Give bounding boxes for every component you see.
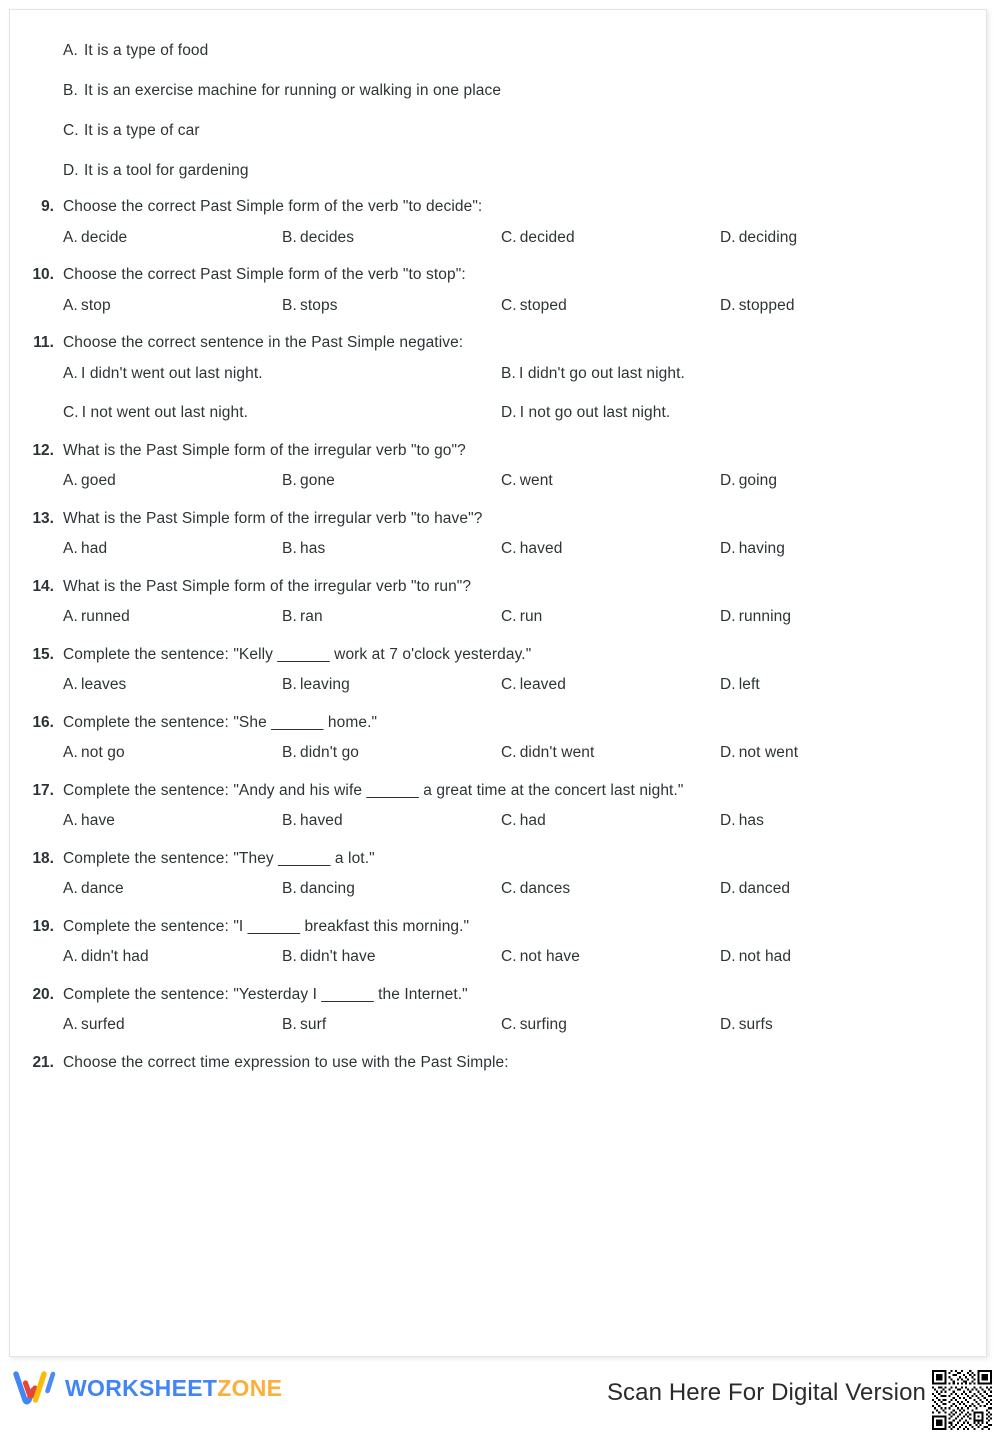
brand-wordmark xyxy=(65,1374,283,1401)
options-row xyxy=(10,671,986,707)
option-d[interactable] xyxy=(501,405,939,421)
option-a[interactable] xyxy=(63,541,282,557)
option-letter: B. xyxy=(282,744,297,761)
question-header xyxy=(10,1047,986,1080)
options-row xyxy=(10,603,986,639)
question-number: 15. xyxy=(32,645,54,663)
option-a[interactable] xyxy=(63,949,282,965)
option-text: runned xyxy=(81,608,130,625)
option-row[interactable] xyxy=(10,111,986,151)
option-text: had xyxy=(81,540,108,557)
option-text: It is a tool for gardening xyxy=(84,162,249,180)
option-letter: B. xyxy=(282,608,297,625)
option-a[interactable] xyxy=(63,473,282,489)
option-text: run xyxy=(519,608,543,625)
option-letter: D. xyxy=(501,404,517,421)
option-c[interactable] xyxy=(501,609,720,625)
option-letter: D. xyxy=(720,540,736,557)
worksheet-zone-mark-icon xyxy=(13,1371,57,1405)
option-text: I didn't go out last night. xyxy=(519,364,685,382)
option-text: gone xyxy=(300,472,335,489)
question-text: Complete the sentence: "Kelly ______ work at 7 o'clock yesterday." xyxy=(63,645,532,663)
option-text: decides xyxy=(300,228,355,246)
option-d[interactable] xyxy=(720,230,939,246)
option-c[interactable] xyxy=(501,541,720,557)
question-number: 19. xyxy=(32,917,54,935)
option-text: has xyxy=(738,812,764,829)
option-text: left xyxy=(738,676,760,693)
option-letter: A. xyxy=(63,540,78,557)
option-text: surf xyxy=(300,1016,327,1033)
option-c[interactable] xyxy=(501,473,720,489)
option-a[interactable] xyxy=(63,298,282,314)
option-c[interactable] xyxy=(501,745,720,761)
option-letter: A. xyxy=(63,812,78,829)
option-a[interactable] xyxy=(63,881,282,897)
option-text: didn't had xyxy=(81,948,149,965)
option-letter: A. xyxy=(63,296,78,314)
question-block xyxy=(10,327,986,435)
option-text: dance xyxy=(81,880,124,897)
options-row xyxy=(10,467,986,503)
option-a[interactable] xyxy=(63,609,282,625)
option-text: surfs xyxy=(738,1016,773,1033)
option-d[interactable] xyxy=(720,813,939,829)
option-text: stop xyxy=(81,296,111,314)
option-letter: C. xyxy=(501,540,517,557)
option-text: leaving xyxy=(300,676,350,693)
option-d[interactable] xyxy=(720,609,939,625)
option-letter: A. xyxy=(63,608,78,625)
option-text: haved xyxy=(300,812,343,829)
question-text: Complete the sentence: "They ______ a lot." xyxy=(63,849,375,867)
option-b[interactable] xyxy=(282,881,501,897)
question-number: 10. xyxy=(32,266,54,283)
question-text: What is the Past Simple form of the irregular verb "to go"? xyxy=(63,441,466,459)
option-text: dancing xyxy=(300,880,355,897)
options-row xyxy=(10,739,986,775)
option-a[interactable] xyxy=(63,677,282,693)
option-d[interactable] xyxy=(720,677,939,693)
option-letter: A. xyxy=(63,364,78,382)
option-text: decide xyxy=(81,228,128,246)
question-header xyxy=(10,571,986,604)
option-b[interactable] xyxy=(282,745,501,761)
question-block xyxy=(10,639,986,707)
option-letter: C. xyxy=(501,472,517,489)
worksheet-zone-logo[interactable] xyxy=(13,1366,282,1410)
option-text: didn't go xyxy=(300,744,360,761)
question-block xyxy=(10,1047,986,1084)
option-b[interactable] xyxy=(282,813,501,829)
option-text: dances xyxy=(519,880,571,897)
option-c[interactable] xyxy=(501,230,720,246)
option-row[interactable] xyxy=(10,31,986,71)
option-text: surfed xyxy=(81,1016,125,1033)
option-text: ran xyxy=(300,608,323,625)
option-letter: D. xyxy=(720,880,736,897)
option-letter: C. xyxy=(501,296,517,314)
question-text: Complete the sentence: "She ______ home." xyxy=(63,713,378,731)
option-a[interactable] xyxy=(63,230,282,246)
continued-question-options xyxy=(10,10,986,191)
option-letter: C. xyxy=(63,404,79,421)
option-b[interactable] xyxy=(501,366,939,382)
qr-code-image xyxy=(932,1370,992,1430)
option-letter: B. xyxy=(501,364,516,382)
option-c[interactable] xyxy=(501,813,720,829)
option-c[interactable] xyxy=(501,1017,720,1033)
option-text: decided xyxy=(519,228,575,246)
question-block xyxy=(10,571,986,639)
question-block xyxy=(10,707,986,775)
question-header xyxy=(10,775,986,808)
options-row xyxy=(10,292,986,328)
option-b[interactable] xyxy=(282,473,501,489)
question-number: 12. xyxy=(32,441,54,459)
option-d[interactable] xyxy=(720,473,939,489)
option-letter: D. xyxy=(720,472,736,489)
question-header xyxy=(10,435,986,468)
option-letter: A. xyxy=(63,948,78,965)
options-row xyxy=(10,224,986,260)
option-text: leaved xyxy=(519,676,566,693)
page-footer xyxy=(0,1362,1000,1414)
option-b[interactable] xyxy=(282,1017,501,1033)
option-letter: A. xyxy=(63,744,78,761)
brand-zone-text: ZONE xyxy=(217,1374,283,1401)
question-header xyxy=(10,327,986,360)
option-letter: C. xyxy=(501,880,517,897)
options-row xyxy=(10,943,986,979)
option-text: had xyxy=(519,812,546,829)
option-c[interactable] xyxy=(501,949,720,965)
question-block xyxy=(10,191,986,259)
option-letter: D. xyxy=(720,608,736,625)
option-text: going xyxy=(738,472,778,489)
option-text: not had xyxy=(738,948,792,965)
question-text: Complete the sentence: "Yesterday I ______ the Internet." xyxy=(63,985,468,1003)
question-number: 20. xyxy=(32,985,54,1003)
question-number: 13. xyxy=(32,509,54,527)
option-text: went xyxy=(519,472,553,489)
question-block xyxy=(10,979,986,1047)
question-text: Complete the sentence: "I ______ breakfast this morning." xyxy=(63,917,470,935)
option-letter: C. xyxy=(501,676,517,693)
quiz-content xyxy=(10,10,986,1083)
scan-prompt-text: Scan Here For Digital Version xyxy=(606,1379,926,1406)
option-letter: B. xyxy=(282,472,297,489)
option-text: I not go out last night. xyxy=(519,404,671,421)
question-header xyxy=(10,911,986,944)
question-header xyxy=(10,979,986,1012)
option-b[interactable] xyxy=(282,949,501,965)
question-text: Choose the correct time expression to use with the Past Simple: xyxy=(63,1053,509,1071)
question-header xyxy=(10,707,986,740)
option-text: goed xyxy=(81,472,116,489)
option-text: It is a type of food xyxy=(84,42,209,60)
option-row[interactable] xyxy=(10,71,986,111)
option-text: I didn't went out last night. xyxy=(81,364,263,382)
option-letter: C. xyxy=(501,228,517,246)
option-letter: D. xyxy=(720,744,736,761)
option-d[interactable] xyxy=(720,541,939,557)
option-letter: D. xyxy=(63,162,79,180)
option-text: didn't have xyxy=(300,948,376,965)
option-d[interactable] xyxy=(720,745,939,761)
question-number: 21. xyxy=(32,1053,54,1071)
option-letter: B. xyxy=(282,812,297,829)
question-block xyxy=(10,259,986,327)
option-text: haved xyxy=(519,540,563,557)
option-d[interactable] xyxy=(720,1017,939,1033)
option-text: running xyxy=(738,608,792,625)
question-block xyxy=(10,843,986,911)
option-text: leaves xyxy=(81,676,127,693)
option-letter: C. xyxy=(501,1016,517,1033)
option-letter: A. xyxy=(63,228,78,246)
option-letter: D. xyxy=(720,812,736,829)
option-letter: D. xyxy=(720,948,736,965)
option-a[interactable] xyxy=(63,366,501,382)
option-text: stops xyxy=(300,296,338,314)
question-block xyxy=(10,775,986,843)
options-row xyxy=(10,535,986,571)
option-letter: A. xyxy=(63,472,78,489)
option-d[interactable] xyxy=(720,881,939,897)
option-text: deciding xyxy=(738,228,798,246)
option-letter: C. xyxy=(501,744,517,761)
question-block xyxy=(10,435,986,503)
option-letter: A. xyxy=(63,880,78,897)
question-number: 18. xyxy=(32,849,54,867)
option-letter: B. xyxy=(63,82,78,100)
option-letter: B. xyxy=(282,1016,297,1033)
option-letter: C. xyxy=(501,812,517,829)
question-text: Choose the correct sentence in the Past Simple negative: xyxy=(63,334,464,351)
option-text: having xyxy=(738,540,785,557)
brand-worksheet-text: WORKSHEET xyxy=(65,1374,218,1401)
question-header xyxy=(10,503,986,536)
option-text: didn't went xyxy=(519,744,595,761)
option-a[interactable] xyxy=(63,745,282,761)
option-b[interactable] xyxy=(282,677,501,693)
options-row xyxy=(10,807,986,843)
option-text: not go xyxy=(81,744,125,761)
option-d[interactable] xyxy=(720,298,939,314)
option-text: not have xyxy=(519,948,580,965)
question-text: Choose the correct Past Simple form of the verb "to stop": xyxy=(63,266,466,283)
question-header xyxy=(10,639,986,672)
option-c[interactable] xyxy=(501,298,720,314)
question-header xyxy=(10,191,986,224)
option-d[interactable] xyxy=(720,949,939,965)
option-c[interactable] xyxy=(63,405,501,421)
question-number: 17. xyxy=(32,781,54,799)
option-text: It is a type of car xyxy=(84,122,200,140)
question-number: 11. xyxy=(33,334,54,351)
option-b[interactable] xyxy=(282,541,501,557)
worksheet-page xyxy=(9,9,987,1357)
options-row xyxy=(10,1011,986,1047)
option-text: danced xyxy=(738,880,791,897)
option-text: not went xyxy=(738,744,799,761)
option-letter: D. xyxy=(720,228,736,246)
question-block xyxy=(10,503,986,571)
option-letter: A. xyxy=(63,42,78,60)
question-text: Complete the sentence: "Andy and his wife ______ a great time at the concert last night." xyxy=(63,781,684,799)
option-text: I not went out last night. xyxy=(81,404,249,421)
options-row xyxy=(10,387,986,435)
question-header xyxy=(10,259,986,292)
option-letter: A. xyxy=(63,676,78,693)
question-block xyxy=(10,911,986,979)
option-letter: B. xyxy=(282,948,297,965)
qr-code[interactable] xyxy=(930,1368,994,1432)
option-text: surfing xyxy=(519,1016,567,1033)
option-letter: A. xyxy=(63,1016,78,1033)
option-letter: B. xyxy=(282,676,297,693)
option-text: has xyxy=(300,540,326,557)
option-a[interactable] xyxy=(63,813,282,829)
option-letter: D. xyxy=(720,676,736,693)
question-text: What is the Past Simple form of the irregular verb "to have"? xyxy=(63,509,483,527)
option-c[interactable] xyxy=(501,881,720,897)
option-b[interactable] xyxy=(282,298,501,314)
option-text: It is an exercise machine for running or walking in one place xyxy=(84,82,502,100)
question-number: 9. xyxy=(41,198,54,215)
options-row xyxy=(10,875,986,911)
question-number: 14. xyxy=(32,577,54,595)
option-text: have xyxy=(81,812,116,829)
option-letter: B. xyxy=(282,540,297,557)
option-row[interactable] xyxy=(10,151,986,191)
option-text: stopped xyxy=(738,296,795,314)
question-text: What is the Past Simple form of the irregular verb "to run"? xyxy=(63,577,472,595)
option-letter: C. xyxy=(501,608,517,625)
option-letter: B. xyxy=(282,880,297,897)
option-letter: B. xyxy=(282,228,297,246)
option-b[interactable] xyxy=(282,609,501,625)
question-header xyxy=(10,843,986,876)
option-letter: D. xyxy=(720,1016,736,1033)
options-row xyxy=(10,360,986,388)
option-letter: B. xyxy=(282,296,297,314)
option-a[interactable] xyxy=(63,1017,282,1033)
question-number: 16. xyxy=(32,713,54,731)
question-text: Choose the correct Past Simple form of the verb "to decide": xyxy=(63,198,483,215)
option-text: stoped xyxy=(519,296,567,314)
option-letter: C. xyxy=(501,948,517,965)
option-letter: C. xyxy=(63,122,79,140)
option-b[interactable] xyxy=(282,230,501,246)
option-c[interactable] xyxy=(501,677,720,693)
option-letter: D. xyxy=(720,296,736,314)
